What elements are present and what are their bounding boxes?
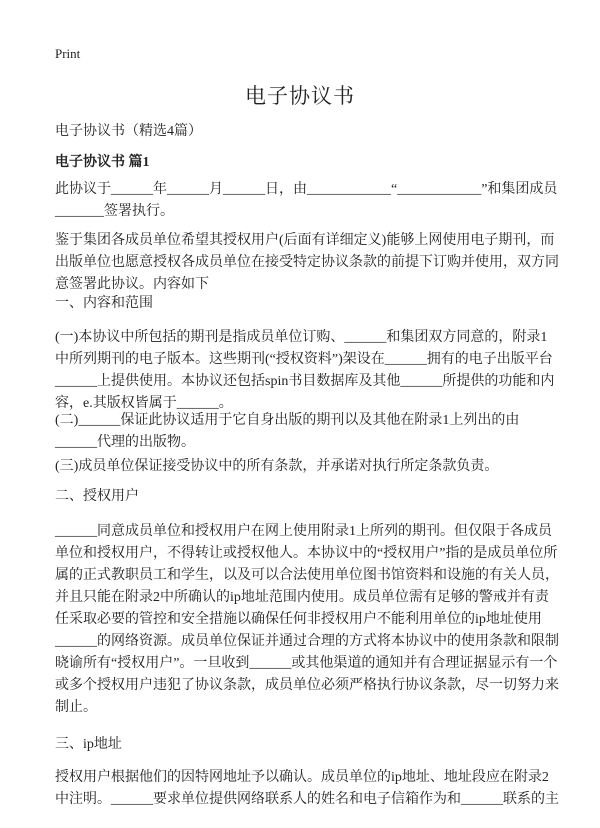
paragraph-authorized-users: [55, 521, 559, 719]
text-line: 此协议于______年______月______日，由____________“____________”和集团成员: [55, 182, 558, 197]
text-line: 三、ip地址: [55, 737, 122, 752]
text-line: _______签署执行。: [55, 204, 174, 219]
heading-scope: [55, 293, 153, 315]
document-subtitle: 电子协议书（精选4篇）: [55, 124, 202, 139]
text-line: 制止。: [55, 700, 97, 715]
paragraph-clause-2: [55, 410, 519, 454]
text-line: (二)______保证此协议适用于它自身出版的期刊以及其他在附录1上列出的由: [55, 413, 520, 428]
text-line: 中注明。______要求单位提供网络联系人的姓名和电子信箱作为和______联系的主: [55, 792, 559, 807]
text-line: 或多个授权用户违犯了协议条款，成员单位必须严格执行协议条款，尽一切努力来: [55, 678, 559, 693]
text-line: 晓谕所有“授权用户”。一旦收到______或其他渠道的通知并有合理证据显示有一个: [55, 656, 558, 671]
paragraph-clause-1: [55, 327, 554, 415]
text-line: (三)成员单位保证接受协议中的所有条款，并承诺对执行所定条款负责。: [55, 459, 499, 474]
text-line: ______同意成员单位和授权用户在网上使用附录1上所列的期刊。但仅限于各成员: [55, 524, 552, 539]
paragraph-clause-3: [55, 456, 498, 478]
text-line: 出版单位也愿意授权各成员单位在接受特定协议条款的前提下订购并使用，双方同: [55, 255, 559, 270]
text-line: ______上提供使用。本协议还包括spin书目数据库及其他______所提供的功能和内: [55, 374, 555, 389]
paragraph-preamble: [55, 230, 559, 296]
text-line: 鉴于集团各成员单位希望其授权用户(后面有详细定义)能够上网使用电子期刊，而: [55, 233, 555, 248]
paragraph-ip-address: [55, 767, 559, 811]
text-line: 意签署此协议。内容如下: [55, 277, 209, 292]
text-line: 单位和授权用户，不得转让或授权他人。本协议中的“授权用户”指的是成员单位所: [55, 546, 558, 561]
text-line: ______代理的出版物。: [55, 435, 195, 450]
print-link[interactable]: Print: [55, 46, 81, 61]
document-title: 电子协议书: [245, 85, 355, 108]
text-line: 容，e.其版权皆属于______。: [55, 396, 233, 411]
text-line: 属的正式教职员工和学生，以及可以合法使用单位图书馆资料和设施的有关人员，: [55, 568, 559, 583]
text-line: ______的网络资源。成员单位保证并通过合理的方式将本协议中的使用条款和限制: [55, 634, 559, 649]
text-line: 二、授权用户: [55, 489, 139, 504]
text-line: 中所列期刊的电子版本。这些期刊(“授权资料”)架设在______拥有的电子出版平台: [55, 352, 553, 367]
section-heading: 电子协议书 篇1: [55, 155, 150, 170]
paragraph-intro: [55, 179, 557, 223]
text-line: 授权用户根据他们的因特网地址予以确认。成员单位的ip地址、地址段应在附录2: [55, 770, 549, 785]
heading-authorized-users: [55, 486, 139, 508]
text-line: 一、内容和范围: [55, 296, 153, 311]
text-line: 任采取必要的管控和安全措施以确保任何非授权用户不能利用单位的ip地址使用: [55, 612, 542, 627]
text-line: 并且只能在附录2中所确认的ip地址范围内使用。成员单位需有足够的警戒并有责: [55, 590, 549, 605]
heading-ip-address: [55, 734, 122, 756]
text-line: (一)本协议中所包括的期刊是指成员单位订购、______和集团双方同意的，附录1: [55, 330, 548, 345]
